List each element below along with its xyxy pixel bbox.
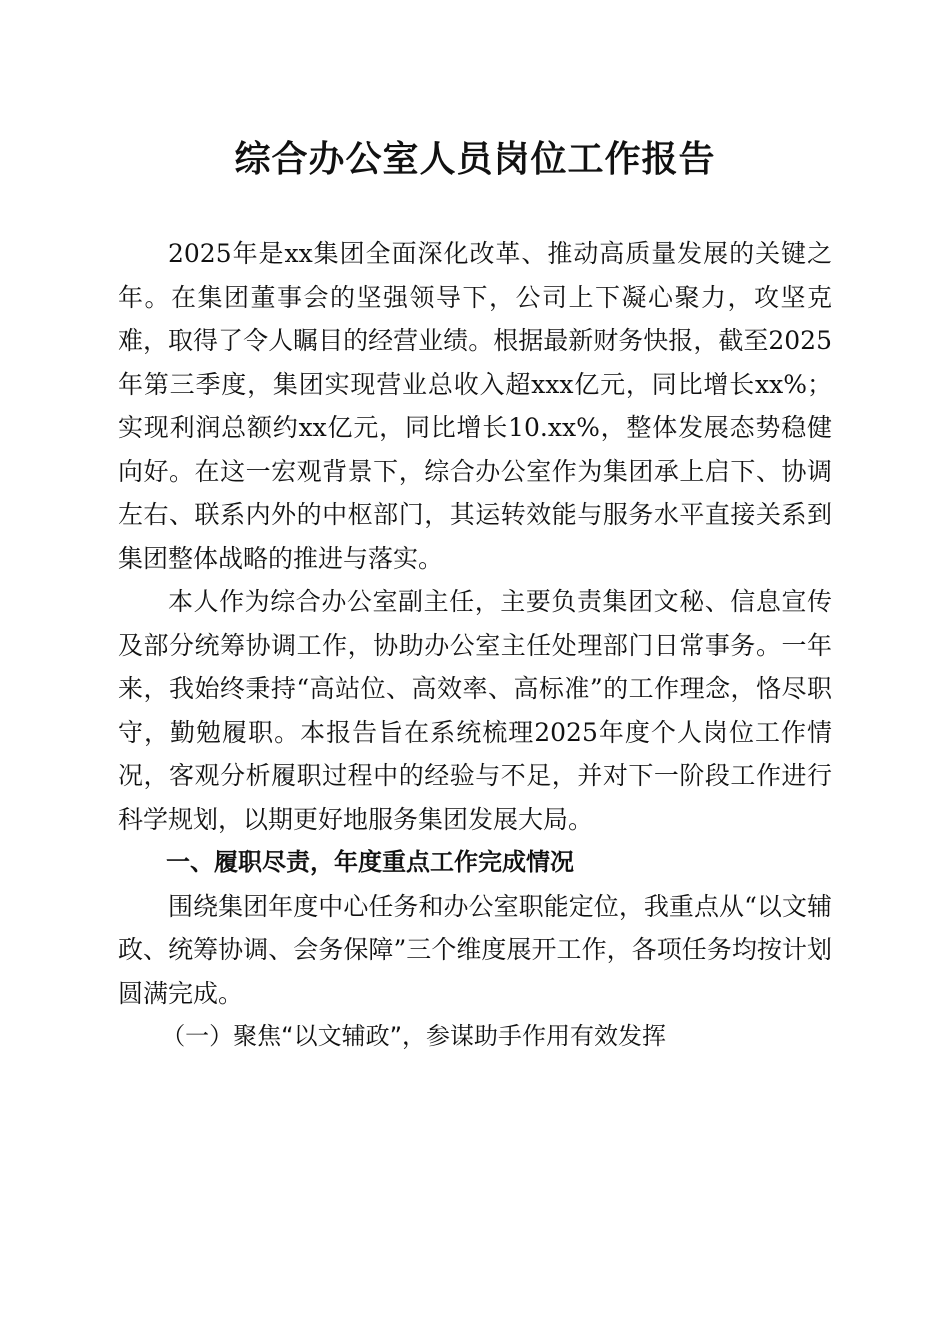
section-heading-1: 一、履职尽责，年度重点工作完成情况 [166, 848, 574, 876]
paragraph-intro: 2025年是xx集团全面深化改革、推动高质量发展的关键之年。在集团董事会的坚强领导下，公司上下凝心聚力，攻坚克难，取得了令人瞩目的经营业绩。根据最新财务快报，截至2025年第三季度，集团实现营业总收入超xxx亿元，同比增长xx%；实现利润总额约xx亿元，同比增长10.xx%，整体发展态势稳健向好。在这一宏观背景下，综合办公室作为集团承上启下、协调左右、联系内外的中枢部门，其运转效能与服务水平直接关系到集团整体战略的推进与落实。 [118, 239, 832, 573]
subsection-heading-1: （一）聚焦“以文辅政”，参谋助手作用有效发挥 [161, 1022, 667, 1050]
document-body [118, 232, 832, 1059]
document-title: 综合办公室人员岗位工作报告 [234, 139, 716, 180]
paragraph-role: 本人作为综合办公室副主任，主要负责集团文秘、信息宣传及部分统筹协调工作，协助办公室主任处理部门日常事务。一年来，我始终秉持“高站位、高效率、高标准”的工作理念，恪尽职守，勤勉履职。本报告旨在系统梳理2025年度个人岗位工作情况，客观分析履职过程中的经验与不足，并对下一阶段工作进行科学规划，以期更好地服务集团发展大局。 [118, 587, 832, 834]
paragraph-overview: 围绕集团年度中心任务和办公室职能定位，我重点从“以文辅政、统筹协调、会务保障”三个维度展开工作，各项任务均按计划圆满完成。 [118, 891, 832, 1008]
